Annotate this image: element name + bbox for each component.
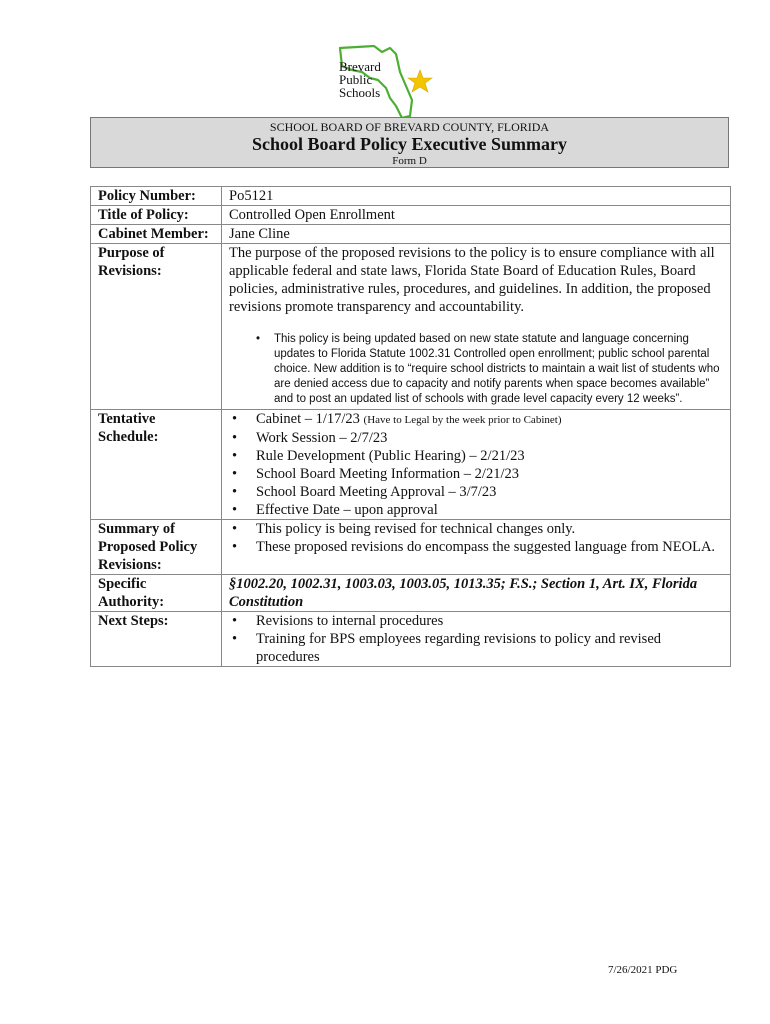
bullet-icon: • xyxy=(232,539,238,555)
logo-line-2: Public xyxy=(339,72,373,87)
cabinet-member-value: Jane Cline xyxy=(222,225,731,244)
table-row-authority xyxy=(91,575,731,612)
purpose-note-list xyxy=(229,332,726,409)
next-steps-label: Next Steps: xyxy=(91,612,222,667)
logo-line-3: Schools xyxy=(339,85,381,100)
table-row-schedule xyxy=(91,410,731,520)
bullet-icon: • xyxy=(232,448,238,464)
list-item xyxy=(229,520,726,538)
bullet-icon: • xyxy=(256,333,261,345)
bullet-icon: • xyxy=(232,466,238,482)
authority-label-line-2: Authority: xyxy=(98,594,165,610)
summary-label-line-3: Revisions: xyxy=(98,557,162,573)
schedule-value xyxy=(222,410,731,520)
summary-item-text: These proposed revisions do encompass the suggested language from NEOLA. xyxy=(256,539,716,555)
brevard-public-schools-logo xyxy=(334,42,436,120)
bullet-icon: • xyxy=(232,502,238,518)
form-label: Form D xyxy=(392,155,427,167)
list-item xyxy=(229,630,726,666)
next-step-text: Revisions to internal procedures xyxy=(256,613,444,629)
authority-label-line-1: Specific xyxy=(98,576,147,592)
next-steps-value xyxy=(222,612,731,667)
summary-item-text: This policy is being revised for technical changes only. xyxy=(256,521,576,537)
list-item xyxy=(229,465,726,483)
schedule-item-text: Effective Date – upon approval xyxy=(256,502,438,518)
star-icon xyxy=(408,70,432,92)
title-of-policy-value: Controlled Open Enrollment xyxy=(222,206,731,225)
logo-line-1: Brevard xyxy=(339,59,381,74)
purpose-label-line-2: Revisions: xyxy=(98,263,162,279)
table-row-summary xyxy=(91,520,731,575)
summary-label xyxy=(91,520,222,575)
bullet-icon: • xyxy=(232,631,238,647)
table-row-purpose xyxy=(91,244,731,410)
footer-date-code: 7/26/2021 PDG xyxy=(608,964,678,976)
next-step-text: Training for BPS employees regarding revisions to policy and revised procedures xyxy=(256,631,662,665)
schedule-item-text: Rule Development (Public Hearing) – 2/21/23 xyxy=(256,448,525,464)
policy-summary-table xyxy=(90,186,731,667)
purpose-note: This policy is being updated based on new state statute and language concerning updates to Florida Statute 1002.31 Controlled open enrollment; public school parental choice. New addition is to “require school districts to maintain a wait list of students who are denied access due to capacity and notify parents when space becomes available” and to post an updated list of schools with grade level capacity every 12 weeks”. xyxy=(274,333,720,405)
list-item xyxy=(229,483,726,501)
logo-text xyxy=(339,60,381,99)
purpose-value xyxy=(222,244,731,410)
table-row-next-steps xyxy=(91,612,731,667)
title-of-policy-label: Title of Policy: xyxy=(91,206,222,225)
table-row-title xyxy=(91,206,731,225)
list-item xyxy=(229,429,726,447)
schedule-item-text: Work Session – 2/7/23 xyxy=(256,430,388,446)
list-item xyxy=(229,612,726,630)
purpose-label xyxy=(91,244,222,410)
schedule-list xyxy=(229,410,726,519)
policy-number-value: Po5121 xyxy=(222,187,731,206)
schedule-item-text: School Board Meeting Approval – 3/7/23 xyxy=(256,484,497,500)
summary-value xyxy=(222,520,731,575)
cabinet-member-label: Cabinet Member: xyxy=(91,225,222,244)
table-row-cabinet-member xyxy=(91,225,731,244)
list-item xyxy=(229,410,726,429)
organization-name: SCHOOL BOARD OF BREVARD COUNTY, FLORIDA xyxy=(269,120,550,134)
next-steps-list xyxy=(229,612,726,666)
schedule-item-text: Cabinet – 1/17/23 xyxy=(256,411,360,427)
bullet-icon: • xyxy=(232,411,238,427)
list-item xyxy=(229,447,726,465)
summary-label-line-2: Proposed Policy xyxy=(98,539,198,555)
policy-number-label: Policy Number: xyxy=(91,187,222,206)
purpose-label-line-1: Purpose of xyxy=(98,245,165,261)
schedule-item-note: (Have to Legal by the week prior to Cabinet) xyxy=(363,414,562,426)
list-item xyxy=(229,332,726,407)
bullet-icon: • xyxy=(232,484,238,500)
header-box xyxy=(90,117,729,168)
summary-label-line-1: Summary of xyxy=(98,521,175,537)
schedule-label-line-2: Schedule: xyxy=(98,429,159,445)
list-item xyxy=(229,538,726,556)
schedule-label xyxy=(91,410,222,520)
table-row-policy-number xyxy=(91,187,731,206)
authority-label xyxy=(91,575,222,612)
document-title: School Board Policy Executive Summary xyxy=(252,134,567,154)
summary-list xyxy=(229,520,726,556)
authority-value: §1002.20, 1002.31, 1003.03, 1003.05, 1013.35; F.S.; Section 1, Art. IX, Florida Constitution xyxy=(222,575,731,612)
bullet-icon: • xyxy=(232,521,238,537)
schedule-item-text: School Board Meeting Information – 2/21/23 xyxy=(256,466,519,482)
bullet-icon: • xyxy=(232,430,238,446)
purpose-paragraph: The purpose of the proposed revisions to the policy is to ensure compliance with all applicable federal and state laws, Florida State Board of Education Rules, Board policies, administrative rules, procedures, and guidelines. In addition, the proposed revisions promote transparency and accountability. xyxy=(229,245,715,315)
bullet-icon: • xyxy=(232,613,238,629)
list-item xyxy=(229,501,726,519)
schedule-label-line-1: Tentative xyxy=(98,411,156,427)
